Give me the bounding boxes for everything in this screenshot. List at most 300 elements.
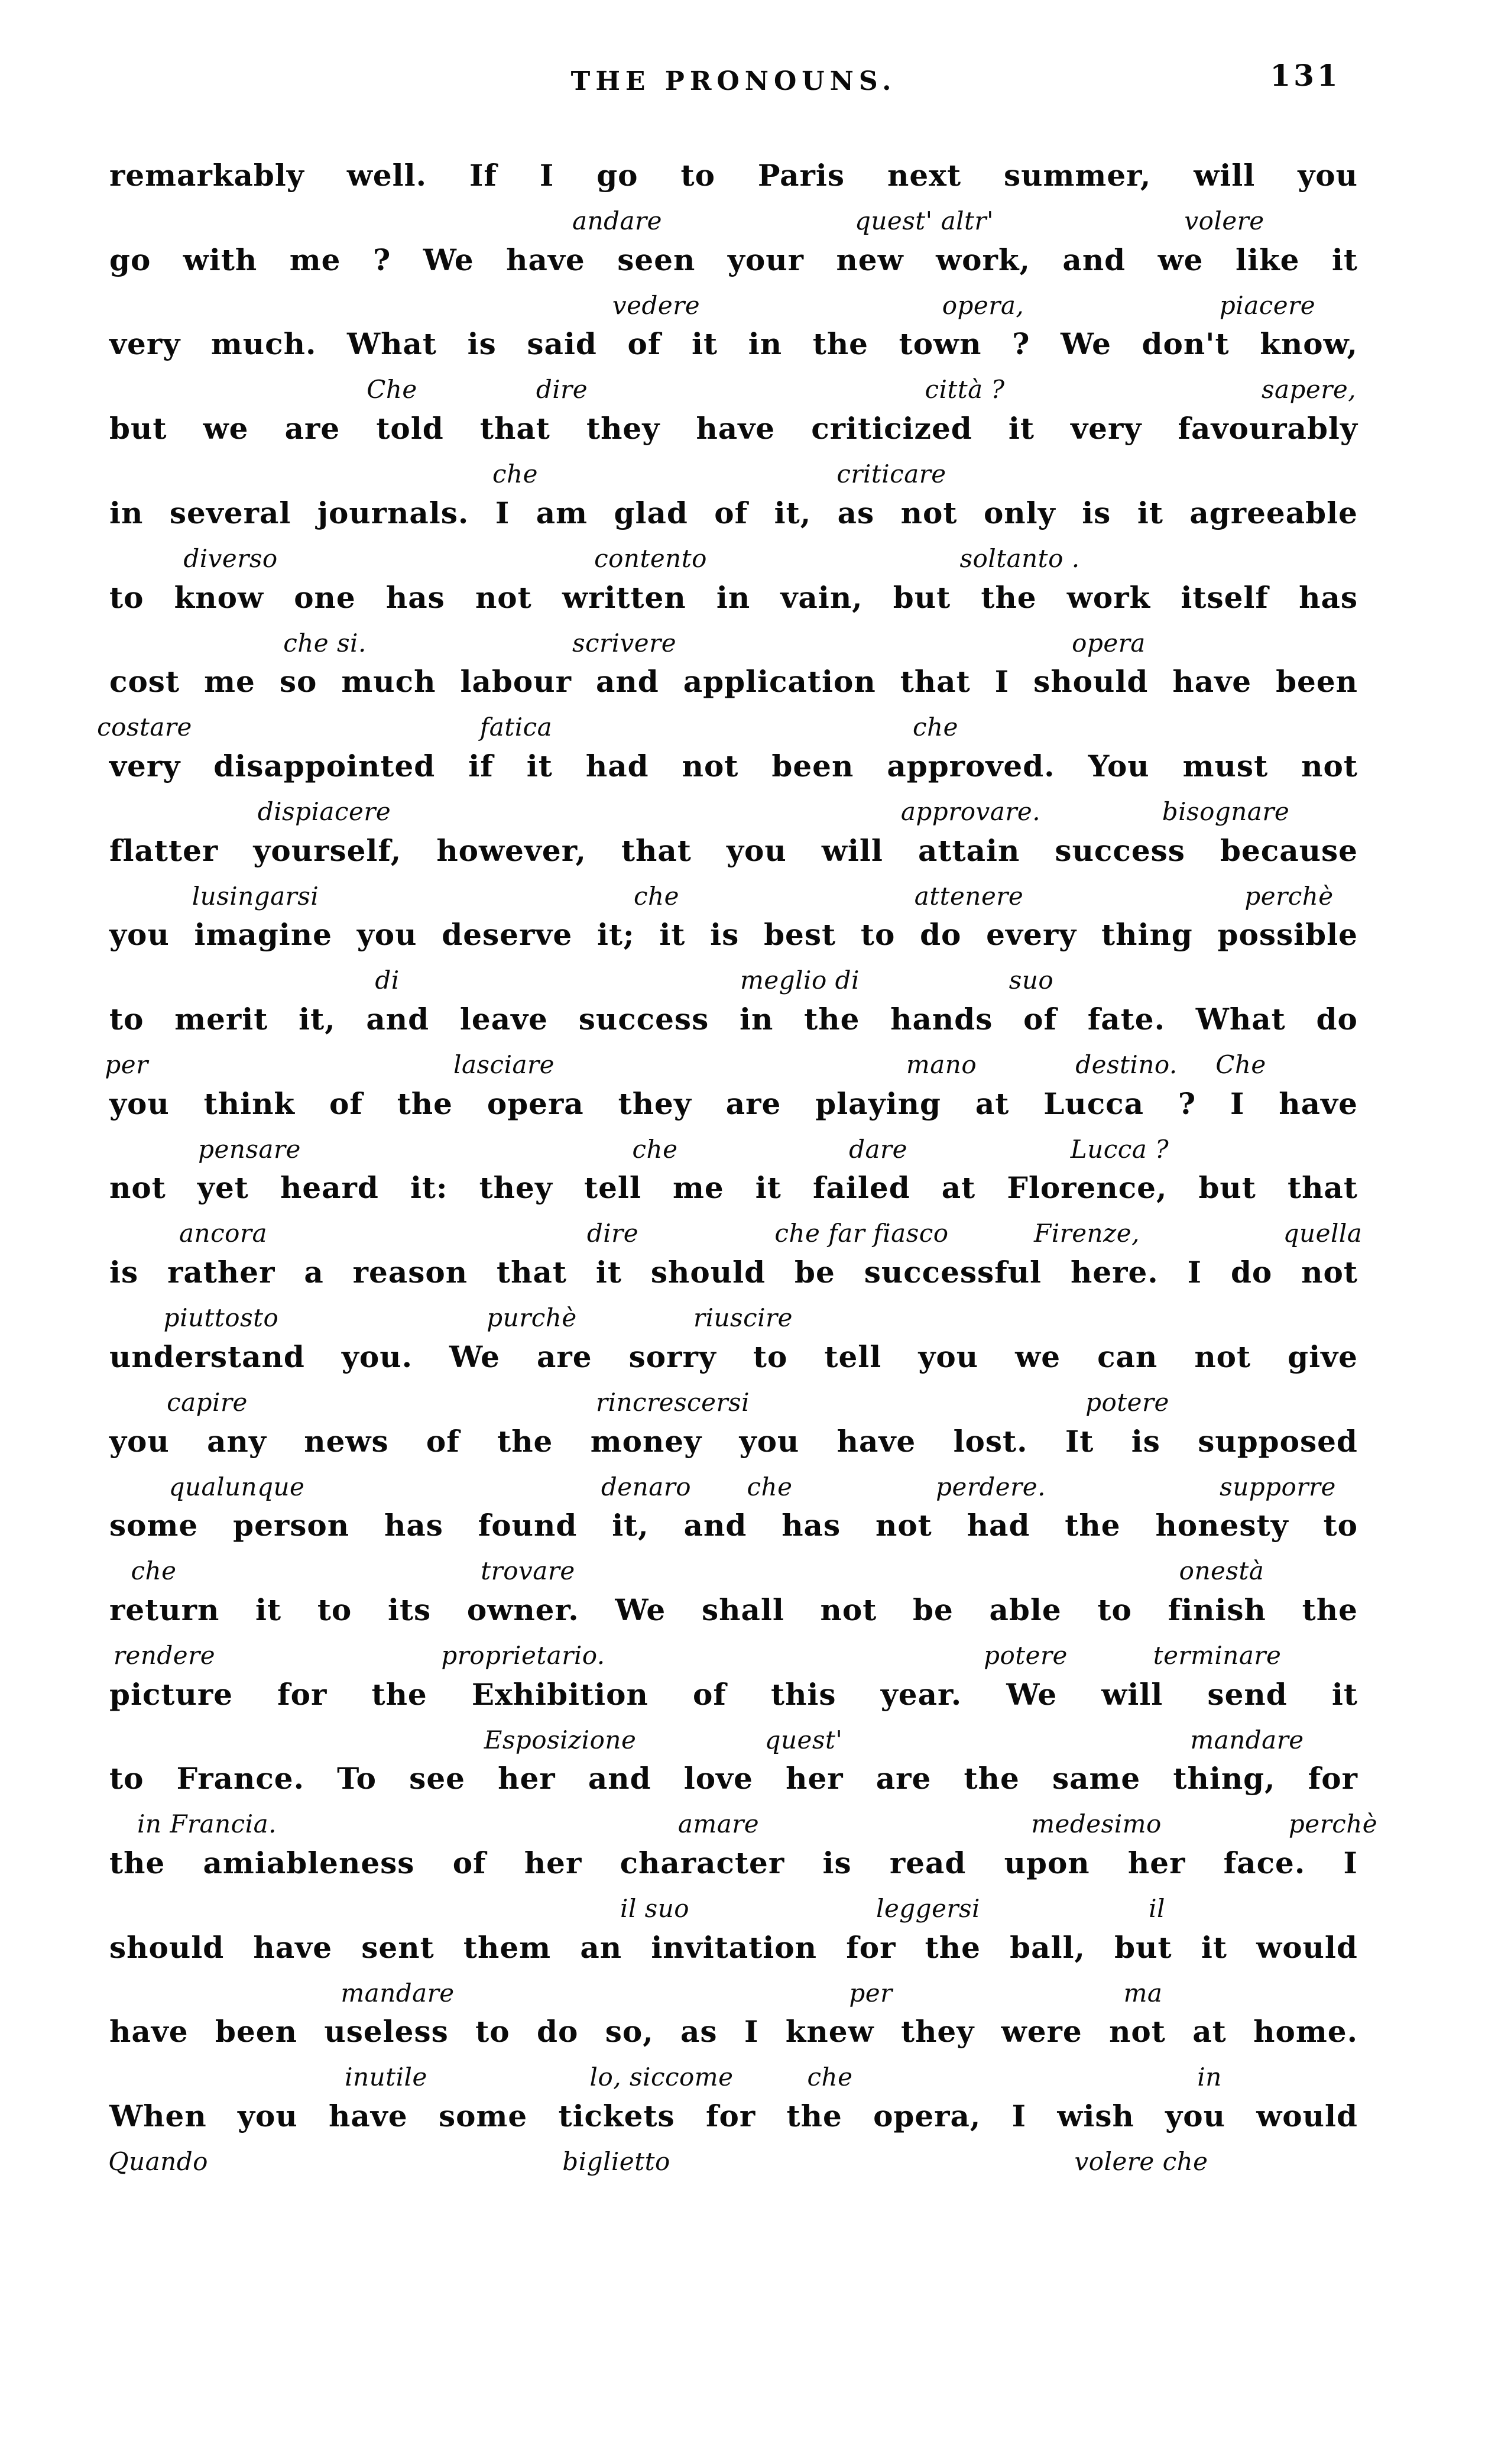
- word: is: [1082, 495, 1111, 530]
- word: application: [683, 664, 876, 700]
- text-line-2: [109, 242, 1358, 279]
- word: written: [562, 579, 686, 615]
- word: to: [680, 158, 715, 193]
- gloss-line-22: [0, 1979, 1498, 2010]
- gloss-word: soltanto .: [959, 543, 1080, 573]
- word: it: [1331, 1676, 1358, 1712]
- gloss-word: piuttosto: [163, 1303, 279, 1333]
- word: We: [423, 242, 474, 277]
- word: home.: [1253, 2014, 1358, 2049]
- gloss-line-13: [0, 1219, 1498, 1250]
- word: imagine: [194, 917, 332, 953]
- word: know,: [1260, 326, 1358, 362]
- word: the: [786, 2099, 842, 2134]
- word: because: [1220, 833, 1358, 868]
- word: successful: [864, 1255, 1042, 1290]
- word: the: [981, 579, 1037, 615]
- word: so: [279, 664, 317, 700]
- word: be: [794, 1255, 835, 1290]
- text-line-16: [109, 1423, 1358, 1460]
- word: here.: [1070, 1255, 1159, 1290]
- word: of: [452, 1845, 487, 1880]
- word: every: [986, 917, 1077, 953]
- word: useless: [324, 2014, 449, 2049]
- word: it: [692, 326, 718, 362]
- word: they: [618, 1086, 692, 1121]
- gloss-line-15: [0, 1388, 1498, 1419]
- gloss-word: che: [632, 1134, 678, 1164]
- word: should: [1033, 664, 1149, 700]
- word: are: [876, 1761, 932, 1796]
- word: you: [1165, 2099, 1225, 2134]
- word: read: [889, 1845, 967, 1880]
- gloss-word: qualunque: [168, 1472, 305, 1501]
- word: invitation: [651, 1929, 817, 1965]
- word: said: [527, 326, 597, 362]
- gloss-word: quella: [1283, 1219, 1363, 1248]
- word: in: [109, 495, 144, 530]
- gloss-word: il suo: [620, 1894, 690, 1923]
- word: Paris: [757, 158, 845, 193]
- word: in: [716, 579, 751, 615]
- gloss-line-12: [0, 1135, 1498, 1166]
- word: I: [1011, 2099, 1027, 2134]
- word: but: [1198, 1170, 1256, 1206]
- word: best: [764, 917, 836, 953]
- word: do: [1316, 1002, 1358, 1037]
- word: able: [989, 1592, 1062, 1627]
- gloss-line-20: [0, 1810, 1498, 1841]
- word: opera,: [873, 2099, 981, 2134]
- gloss-line-1: [0, 207, 1498, 238]
- word: is: [822, 1845, 852, 1880]
- word: with: [183, 242, 258, 277]
- word: must: [1182, 748, 1269, 783]
- gloss-word: volere che: [1074, 2147, 1208, 2177]
- word: at: [975, 1086, 1010, 1121]
- word: sorry: [628, 1339, 716, 1374]
- word: had: [585, 748, 649, 783]
- word: are: [536, 1339, 592, 1374]
- word: have: [696, 411, 776, 446]
- word: your: [727, 242, 804, 277]
- gloss-line-11: [0, 1051, 1498, 1082]
- word: to: [753, 1339, 788, 1374]
- gloss-word: perchè: [1288, 1809, 1378, 1839]
- word: have: [1279, 1086, 1358, 1121]
- word: it: [1331, 242, 1358, 277]
- word: not: [900, 495, 958, 530]
- word: have: [329, 2099, 408, 2134]
- word: you: [739, 1423, 800, 1459]
- word: and: [588, 1761, 651, 1796]
- gloss-line-14: [0, 1304, 1498, 1335]
- word: this: [770, 1676, 836, 1712]
- word: playing: [815, 1086, 941, 1121]
- gloss-word: perdere.: [936, 1472, 1046, 1501]
- word: fate.: [1087, 1002, 1166, 1037]
- gloss-word: inutile: [345, 2062, 427, 2092]
- word: you: [1298, 158, 1358, 193]
- word: not: [875, 1508, 932, 1543]
- word: Lucca ?: [1043, 1086, 1197, 1121]
- gloss-word: quest' altr': [854, 206, 994, 235]
- word: the: [497, 1423, 553, 1459]
- word: If: [469, 158, 497, 193]
- word: person: [233, 1508, 350, 1543]
- word: of: [426, 1423, 460, 1459]
- word: a: [304, 1255, 324, 1290]
- gloss-word: biglietto: [562, 2147, 670, 2177]
- word: new: [836, 242, 904, 277]
- word: is: [710, 917, 740, 953]
- gloss-line-16: [0, 1473, 1498, 1504]
- gloss-word: approvare.: [900, 796, 1041, 826]
- word: very: [109, 748, 181, 783]
- word: We: [1061, 326, 1111, 362]
- word: me: [204, 664, 255, 700]
- word: you: [109, 1423, 170, 1459]
- word: flatter: [109, 833, 219, 868]
- gloss-word: pensare: [198, 1134, 301, 1164]
- gloss-line-18: [0, 1641, 1498, 1672]
- word: I: [994, 664, 1010, 700]
- gloss-line-9: [0, 882, 1498, 913]
- word: rather: [167, 1255, 275, 1290]
- gloss-line-2: [0, 292, 1498, 322]
- word: any: [207, 1423, 267, 1459]
- gloss-word: volere: [1184, 206, 1264, 235]
- word: journals.: [317, 495, 469, 530]
- word: to: [1323, 1508, 1358, 1543]
- gloss-word: opera,: [942, 290, 1024, 320]
- word: would: [1256, 2099, 1358, 2134]
- gloss-word: supporre: [1220, 1472, 1336, 1501]
- gloss-word: vedere: [612, 290, 701, 320]
- word: have: [109, 2014, 189, 2049]
- gloss-word: trovare: [481, 1556, 575, 1586]
- word: summer,: [1004, 158, 1152, 193]
- gloss-word: medesimo: [1031, 1809, 1162, 1839]
- word: next: [887, 158, 962, 193]
- word: were: [1001, 2014, 1082, 2049]
- word: same: [1052, 1761, 1141, 1796]
- word: seen: [617, 242, 696, 277]
- word: approved.: [887, 748, 1055, 783]
- word: cost: [109, 664, 180, 700]
- word: very: [1071, 411, 1142, 446]
- word: to: [109, 1761, 144, 1796]
- word: it: [755, 1170, 782, 1206]
- word: leave: [459, 1002, 548, 1037]
- word: When: [109, 2099, 207, 2134]
- gloss-word: il: [1149, 1894, 1165, 1923]
- word: don't: [1142, 326, 1230, 362]
- word: that: [900, 664, 971, 700]
- word: it: [595, 1255, 622, 1290]
- gloss-word: scrivere: [572, 628, 677, 658]
- gloss-word: riuscire: [693, 1303, 793, 1333]
- gloss-word: Esposizione: [484, 1725, 637, 1754]
- word: at: [1192, 2014, 1227, 2049]
- gloss-word: proprietario.: [441, 1640, 605, 1670]
- word: do: [920, 917, 962, 953]
- word: should: [650, 1255, 766, 1290]
- word: the: [1302, 1592, 1358, 1627]
- gloss-word: che far fiasco: [774, 1219, 949, 1248]
- word: do: [1230, 1255, 1273, 1290]
- word: of: [329, 1086, 363, 1121]
- word: knew: [785, 2014, 874, 2049]
- word: but: [109, 411, 167, 446]
- text-line-17: [109, 1507, 1358, 1544]
- word: think: [203, 1086, 296, 1121]
- word: lost.: [953, 1423, 1028, 1459]
- word: can: [1097, 1339, 1158, 1374]
- word: deserve: [442, 917, 573, 953]
- word: should: [109, 1929, 225, 1965]
- word: they: [479, 1170, 553, 1206]
- word: It: [1065, 1423, 1094, 1459]
- word: it: [1201, 1929, 1227, 1965]
- word: her: [786, 1761, 844, 1796]
- gloss-line-7: [0, 713, 1498, 744]
- word: you: [109, 917, 170, 953]
- word: have: [836, 1423, 916, 1459]
- word: favourably: [1178, 411, 1358, 446]
- gloss-word: Firenze,: [1034, 1219, 1140, 1248]
- word: that: [497, 1255, 567, 1290]
- gloss-word: meglio di: [740, 966, 860, 995]
- word: money: [590, 1423, 702, 1459]
- gloss-word: lo, siccome: [589, 2062, 734, 2092]
- word: understand: [109, 1339, 305, 1374]
- gloss-word: amare: [677, 1809, 760, 1839]
- gloss-line-6: [0, 629, 1498, 660]
- text-line-6: [109, 579, 1358, 616]
- gloss-word: Che: [1215, 1050, 1266, 1079]
- word: them: [463, 1929, 552, 1965]
- text-line-4: [109, 410, 1358, 447]
- word: and: [1062, 242, 1126, 277]
- word: much.: [210, 326, 317, 362]
- page-number: 131: [1270, 58, 1341, 93]
- text-line-7: [109, 663, 1358, 700]
- word: To: [337, 1761, 377, 1796]
- word: finish: [1168, 1592, 1266, 1627]
- word: news: [304, 1423, 389, 1459]
- word: upon: [1004, 1845, 1090, 1880]
- word: it,: [299, 1002, 336, 1037]
- word: only: [983, 495, 1056, 530]
- word: vain,: [780, 579, 863, 615]
- word: heard: [280, 1170, 379, 1206]
- word: to: [109, 1002, 144, 1037]
- text-line-24: [109, 2098, 1358, 2135]
- word: am: [536, 495, 588, 530]
- word: is: [1131, 1423, 1160, 1459]
- word: we: [1157, 242, 1204, 277]
- word: had: [967, 1508, 1030, 1543]
- word: have: [506, 242, 585, 277]
- word: but: [893, 579, 951, 615]
- gloss-word: potere: [984, 1640, 1068, 1670]
- text-line-15: [109, 1339, 1358, 1375]
- word: know: [174, 579, 264, 615]
- word: it;: [596, 917, 635, 953]
- gloss-word: ancora: [179, 1219, 268, 1248]
- word: love: [683, 1761, 753, 1796]
- word: opera: [487, 1086, 584, 1121]
- word: her: [1127, 1845, 1186, 1880]
- gloss-word: che: [913, 713, 958, 742]
- word: reason: [352, 1255, 468, 1290]
- gloss-word: dispiacere: [257, 796, 391, 826]
- word: not: [1301, 1255, 1358, 1290]
- word: You: [1088, 748, 1150, 783]
- word: of: [627, 326, 662, 362]
- word: and: [595, 664, 659, 700]
- word: be: [913, 1592, 954, 1627]
- gloss-word: in: [1197, 2062, 1222, 2092]
- word: shall: [701, 1592, 784, 1627]
- word: the: [397, 1086, 453, 1121]
- word: tell: [824, 1339, 882, 1374]
- text-line-18: [109, 1592, 1358, 1628]
- word: to: [475, 2014, 510, 2049]
- word: its: [387, 1592, 432, 1627]
- gloss-word: capire: [167, 1387, 248, 1417]
- gloss-word: che: [807, 2062, 853, 2092]
- word: I: [1230, 1086, 1245, 1121]
- gloss-word: contento: [594, 543, 707, 573]
- word: owner.: [466, 1592, 579, 1627]
- gloss-line-19: [0, 1726, 1498, 1757]
- word: amiableness: [203, 1845, 415, 1880]
- gloss-line-5: [0, 545, 1498, 575]
- word: yet: [197, 1170, 249, 1206]
- gloss-line-17: [0, 1557, 1498, 1588]
- word: as: [680, 2014, 718, 2049]
- word: it: [1008, 411, 1035, 446]
- gloss-word: criticare: [836, 459, 946, 489]
- word: but: [1114, 1929, 1172, 1965]
- gloss-word: che: [747, 1472, 793, 1501]
- word: of: [1023, 1002, 1058, 1037]
- word: itself: [1181, 579, 1269, 615]
- text-line-8: [109, 748, 1358, 785]
- text-line-1: [109, 157, 1358, 194]
- word: it:: [410, 1170, 448, 1206]
- text-line-13: [109, 1170, 1358, 1206]
- word: character: [620, 1845, 785, 1880]
- word: I: [744, 2014, 759, 2049]
- gloss-word: dire: [586, 1219, 639, 1248]
- word: it: [526, 748, 553, 783]
- word: for: [846, 1929, 896, 1965]
- gloss-word: leggersi: [876, 1894, 980, 1923]
- word: me: [672, 1170, 724, 1206]
- word: Exhibition: [471, 1676, 649, 1712]
- text-line-11: [109, 1001, 1358, 1038]
- word: it,: [612, 1508, 649, 1543]
- word: you: [237, 2099, 298, 2134]
- word: you.: [341, 1339, 413, 1374]
- gloss-word: che: [634, 881, 679, 911]
- word: that: [621, 833, 692, 868]
- text-line-22: [109, 1929, 1358, 1966]
- word: year.: [880, 1676, 962, 1712]
- word: much: [341, 664, 436, 700]
- word: the: [1065, 1508, 1121, 1543]
- word: been: [771, 748, 854, 783]
- word: at: [941, 1170, 976, 1206]
- gloss-line-24: [0, 2148, 1498, 2178]
- word: agreeable: [1189, 495, 1358, 530]
- word: to: [109, 579, 144, 615]
- word: go: [109, 242, 151, 277]
- gloss-word: opera: [1072, 628, 1146, 658]
- word: wish: [1057, 2099, 1134, 2134]
- gloss-word: per: [849, 1978, 893, 2008]
- word: glad: [614, 495, 688, 530]
- word: Florence,: [1007, 1170, 1168, 1206]
- gloss-word: bisognare: [1162, 796, 1290, 826]
- word: sent: [361, 1929, 435, 1965]
- word: have: [1172, 664, 1252, 700]
- gloss-line-10: [0, 966, 1498, 997]
- gloss-word: perchè: [1244, 881, 1334, 911]
- word: it,: [774, 495, 812, 530]
- word: an: [580, 1929, 622, 1965]
- gloss-word: terminare: [1153, 1640, 1282, 1670]
- word: is: [109, 1255, 139, 1290]
- text-line-20: [109, 1760, 1358, 1797]
- text-line-23: [109, 2013, 1358, 2050]
- word: tickets: [558, 2099, 675, 2134]
- text-line-9: [109, 833, 1358, 869]
- word: the: [812, 326, 868, 362]
- word: work: [1066, 579, 1151, 615]
- gloss-word: fatica: [479, 713, 553, 742]
- word: been: [1276, 664, 1358, 700]
- gloss-word: che: [492, 459, 538, 489]
- word: do: [537, 2014, 579, 2049]
- text-line-21: [109, 1845, 1358, 1882]
- gloss-line-21: [0, 1895, 1498, 1925]
- word: will: [1101, 1676, 1163, 1712]
- word: send: [1207, 1676, 1288, 1712]
- word: not: [1301, 748, 1358, 783]
- word: however,: [436, 833, 586, 868]
- word: and: [683, 1508, 747, 1543]
- word: not: [820, 1592, 877, 1627]
- word: France.: [176, 1761, 304, 1796]
- word: We: [615, 1592, 666, 1627]
- word: success: [578, 1002, 709, 1037]
- word: the: [371, 1676, 427, 1712]
- gloss-word: purchè: [487, 1303, 577, 1333]
- gloss-word: rincrescersi: [595, 1387, 750, 1417]
- gloss-word: città ?: [925, 375, 1005, 404]
- word: well.: [346, 158, 427, 193]
- word: What: [1195, 1002, 1286, 1037]
- word: of: [693, 1676, 727, 1712]
- word: it: [659, 917, 686, 953]
- word: give: [1288, 1339, 1358, 1374]
- word: as: [837, 495, 875, 530]
- word: We: [1006, 1676, 1058, 1712]
